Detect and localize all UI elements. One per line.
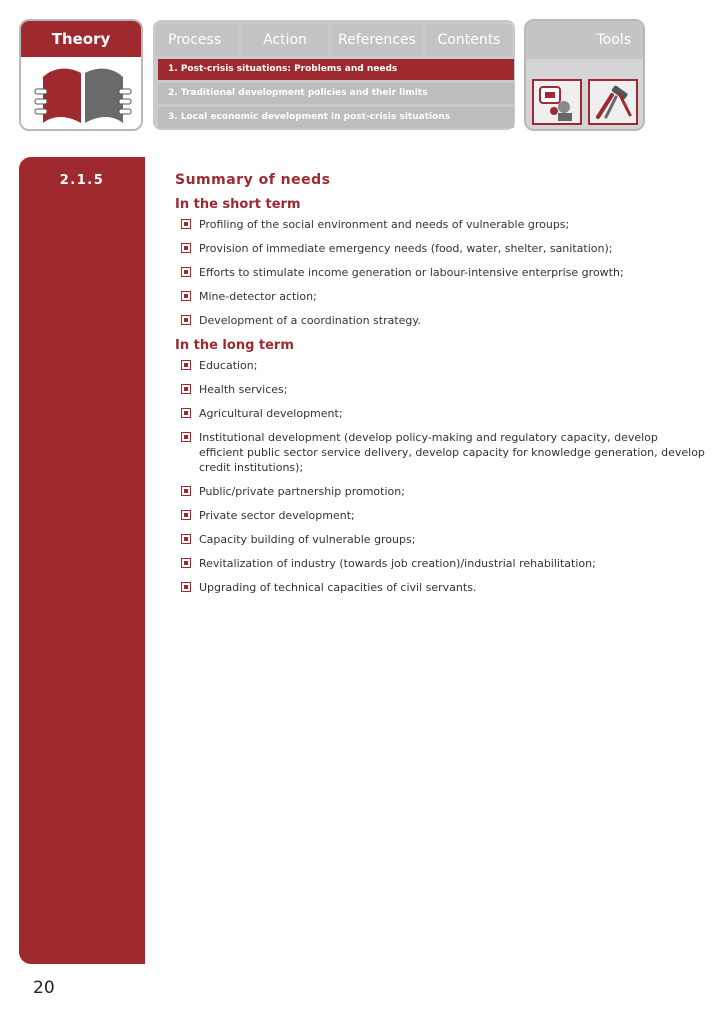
list-item [179,289,705,304]
bullet-square-icon [181,315,191,325]
list-item-text: Mine-detector action; [199,290,317,303]
bullet-square-icon [181,243,191,253]
subnav-item-post-crisis[interactable]: 1. Post-crisis situations: Problems and needs [158,59,514,80]
list-item [179,508,705,523]
bullet-square-icon [181,219,191,229]
toolbox-icon[interactable] [532,79,582,125]
tab-contents[interactable]: Contents [426,24,512,56]
bullet-square-icon [181,408,191,418]
bullet-square-icon [181,582,191,592]
tab-action[interactable]: Action [242,24,328,56]
list-item-text: Institutional development (develop policy-making and regulatory capacity, develop efficient public sector service delivery, develop capacity for knowledge generation, develop credit institutions); [199,431,705,474]
bullet-square-icon [181,510,191,520]
bullet-square-icon [181,558,191,568]
list-item [179,265,705,280]
tab-references[interactable]: References [332,24,422,56]
short-term-heading: In the short term [175,197,301,212]
theory-panel[interactable] [19,19,143,131]
subnav-item-local-economic-development[interactable]: 3. Local economic development in post-crisis situations [158,107,514,128]
list-item-text: Revitalization of industry (towards job creation)/industrial rehabilitation; [199,557,596,570]
list-item [179,358,705,373]
list-item [179,556,705,571]
subnav-item-traditional-policies[interactable]: 2. Traditional development policies and their limits [158,83,514,104]
section-number: 2.1.5 [59,173,105,188]
tools-hammer-icon[interactable] [588,79,638,125]
list-item-text: Development of a coordination strategy. [199,314,421,327]
bullet-square-icon [181,486,191,496]
list-item [179,382,705,397]
list-item-text: Capacity building of vulnerable groups; [199,533,416,546]
tools-panel[interactable] [524,19,645,131]
list-item-text: Education; [199,359,258,372]
bullet-square-icon [181,384,191,394]
list-item-text: Provision of immediate emergency needs (food, water, shelter, sanitation); [199,242,613,255]
bullet-square-icon [181,267,191,277]
list-item-text: Health services; [199,383,288,396]
list-item-text: Upgrading of technical capacities of civil servants. [199,581,477,594]
section-title: Summary of needs [175,172,331,188]
list-item [179,484,705,499]
bullet-square-icon [181,360,191,370]
tab-process[interactable]: Process [156,24,238,56]
list-item [179,430,705,475]
theory-tab[interactable]: Theory [21,21,141,57]
list-item-text: Private sector development; [199,509,355,522]
short-term-list [175,217,705,328]
long-term-heading: In the long term [175,338,294,353]
bullet-square-icon [181,432,191,442]
theory-books-icon [31,63,135,129]
page-number: 20 [33,978,55,998]
list-item [179,313,705,328]
list-item-text: Efforts to stimulate income generation or labour-intensive enterprise growth; [199,266,624,279]
long-term-list [175,358,705,595]
tools-tab[interactable]: Tools [526,21,643,59]
list-item-text: Profiling of the social environment and needs of vulnerable groups; [199,218,570,231]
list-item-text: Agricultural development; [199,407,343,420]
list-item-text: Public/private partnership promotion; [199,485,405,498]
main-content [175,172,705,604]
list-item [179,241,705,256]
list-item [179,580,705,595]
list-item [179,217,705,232]
section-sidebar [19,157,145,964]
bullet-square-icon [181,534,191,544]
bullet-square-icon [181,291,191,301]
list-item [179,406,705,421]
list-item [179,532,705,547]
